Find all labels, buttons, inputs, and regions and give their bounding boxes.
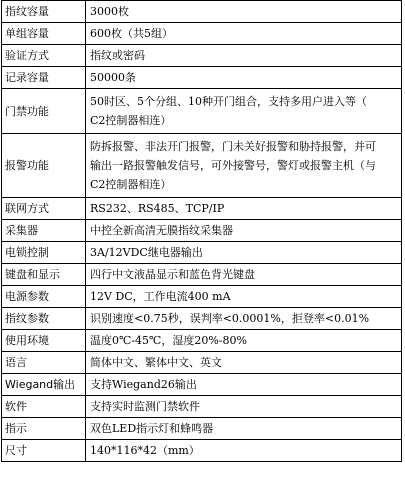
spec-row-dimensions [2,440,402,462]
row-label: 键盘和显示 [2,264,86,286]
value-line: C2控制器相连） [90,178,172,191]
spec-row-indicator [2,418,402,440]
row-value [86,374,402,396]
row-label: 报警功能 [2,134,86,198]
spec-row-language [2,352,402,374]
row-value [86,89,402,134]
row-value [86,418,402,440]
value-line: 50000条 [90,71,136,84]
value-line: 简体中文、繁体中文、英文 [90,356,222,369]
row-label: 指纹容量 [2,1,86,23]
spec-row-lock-control [2,242,402,264]
spec-row-power [2,286,402,308]
spec-row-sensor [2,220,402,242]
row-value [86,242,402,264]
row-label: 验证方式 [2,45,86,67]
row-value [86,264,402,286]
row-value [86,440,402,462]
spec-row-keypad-display [2,264,402,286]
spec-table [1,0,402,462]
spec-row-network [2,198,402,220]
row-label: 软件 [2,396,86,418]
value-line: 识别速度<0.75秒，误判率<0.0001%，拒登率<0.01% [90,312,370,325]
value-line: 50时区、5个分组、10种开门组合，支持多用户进入等（ [90,95,367,108]
value-line: 支持Wiegand26输出 [90,378,197,391]
row-value [86,67,402,89]
row-value [86,134,402,198]
row-value [86,220,402,242]
row-label: 语言 [2,352,86,374]
value-line: 双色LED指示灯和蜂鸣器 [90,422,214,435]
row-label: Wiegand输出 [2,374,86,396]
row-label: 联网方式 [2,198,86,220]
value-line: C2控制器相连） [90,114,172,127]
spec-row-environment [2,330,402,352]
spec-row-verification [2,45,402,67]
row-label: 指纹参数 [2,308,86,330]
value-line: RS232、RS485、TCP/IP [90,202,225,215]
spec-row-software [2,396,402,418]
row-label: 电锁控制 [2,242,86,264]
row-label: 指示 [2,418,86,440]
spec-row-record-capacity [2,67,402,89]
value-line: 600枚（共5组） [90,27,173,40]
value-line: 支持实时监测门禁软件 [90,400,200,413]
value-line: 3000枚 [90,5,129,18]
row-value [86,396,402,418]
row-label: 记录容量 [2,67,86,89]
spec-row-access-control [2,89,402,134]
row-label: 采集器 [2,220,86,242]
row-value [86,352,402,374]
row-label: 电源参数 [2,286,86,308]
value-line: 中控全新高清无膜指纹采集器 [90,224,233,237]
row-label: 使用环境 [2,330,86,352]
row-value [86,286,402,308]
spec-row-alarm [2,134,402,198]
value-line: 输出一路报警触发信号，可外接警号，警灯或报警主机（与 [90,159,376,172]
spec-row-fingerprint-capacity [2,1,402,23]
row-label: 单组容量 [2,23,86,45]
row-value [86,45,402,67]
spec-row-fingerprint-params [2,308,402,330]
row-value [86,330,402,352]
row-label: 门禁功能 [2,89,86,134]
value-line: 指纹或密码 [90,49,145,62]
spec-row-wiegand [2,374,402,396]
value-line: 3A/12VDC继电器输出 [90,246,203,259]
value-line: 12V DC，工作电流400 mA [90,290,231,303]
value-line: 四行中文液晶显示和蓝色背光键盘 [90,268,255,281]
value-line: 防拆报警、非法开门报警，门未关好报警和胁持报警，并可 [90,140,376,153]
row-label: 尺寸 [2,440,86,462]
row-value [86,198,402,220]
row-value [86,1,402,23]
row-value [86,308,402,330]
spec-row-group-capacity [2,23,402,45]
row-value [86,23,402,45]
value-line: 140*116*42（mm） [90,444,200,457]
value-line: 温度0℃-45℃，湿度20%-80% [90,334,247,347]
